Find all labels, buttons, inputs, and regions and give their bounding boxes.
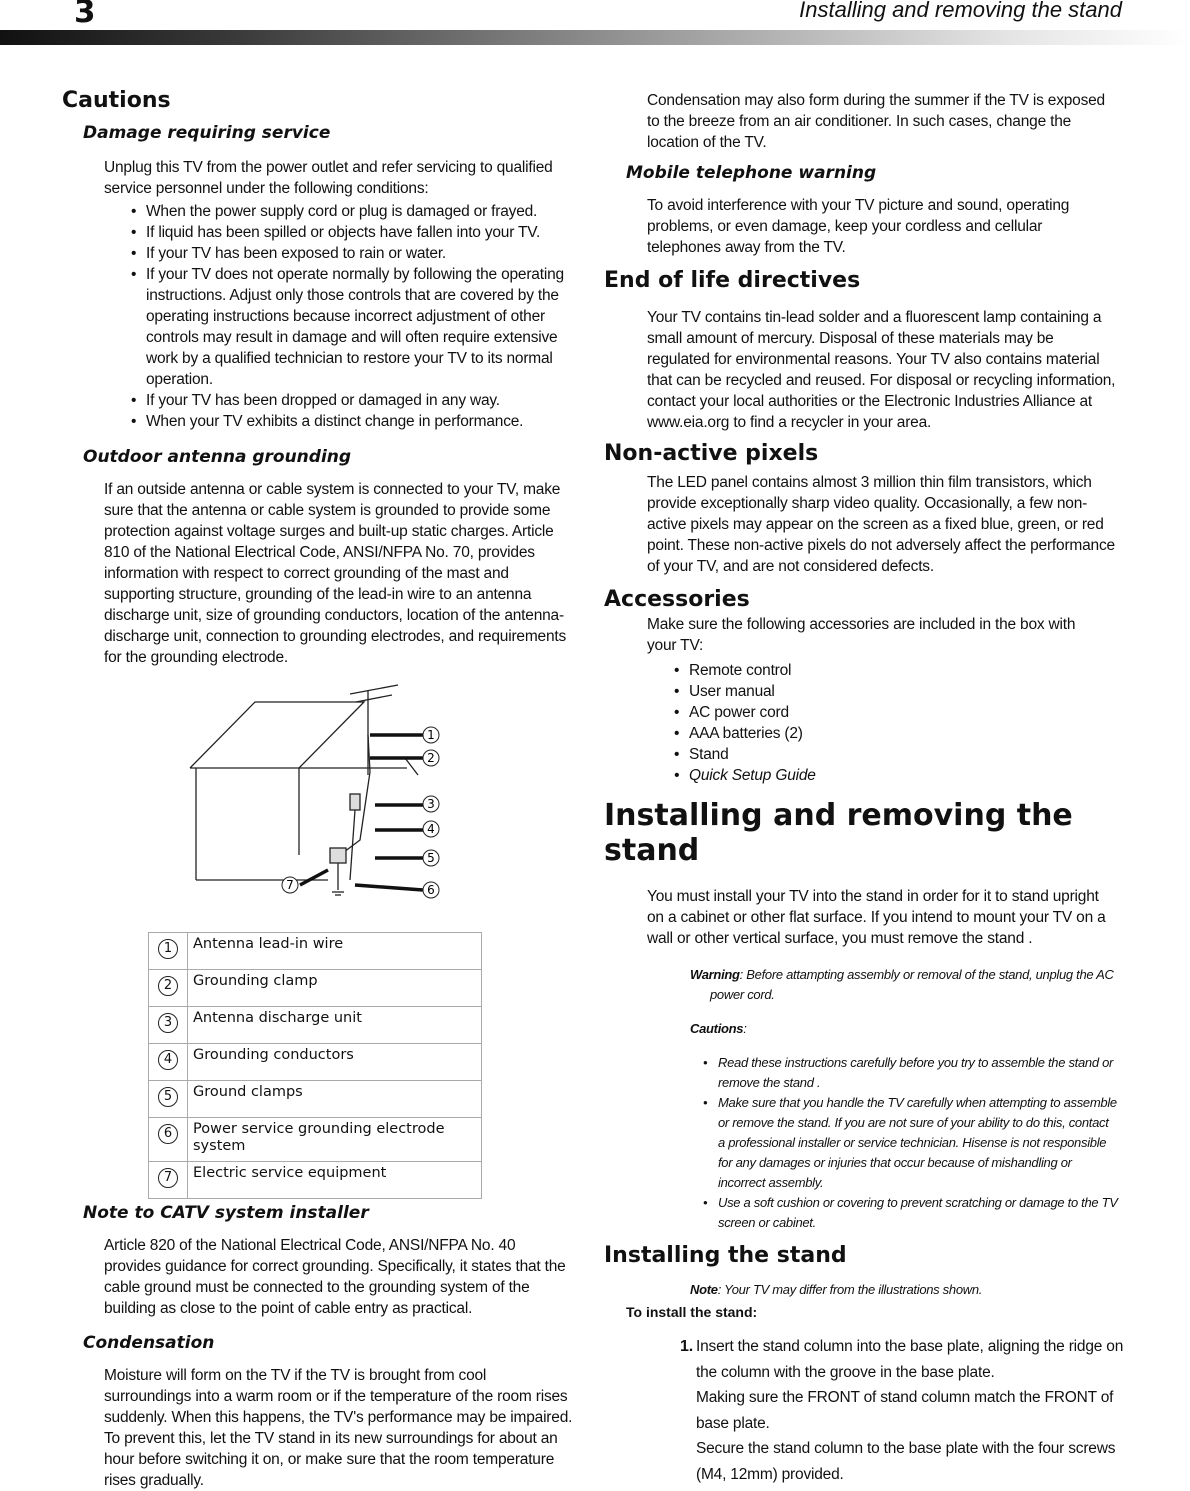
caution-list xyxy=(698,1053,1118,1233)
table-row xyxy=(149,1081,482,1118)
cautions-heading: Cautions xyxy=(62,88,171,113)
left-column xyxy=(62,88,577,668)
outdoor-text: If an outside antenna or cable system is connected to your TV, make sure that the antenna or cable system is grounded to provide some protection against voltage surges and built-up static charges. Article 810 of the National Electrical Code, ANSI/NFPA No. 70, provides information with respect to correct grounding of the mast and supporting structure, grounding of the lead-in wire to an antenna discharge unit, size of grounding conductors, location of the antenna-discharge unit, connection to grounding electrodes, and requirements for the grounding electrode. xyxy=(104,481,567,666)
end-of-life-heading: End of life directives xyxy=(604,268,861,293)
callout-3: 3 xyxy=(427,797,435,811)
step-text-2: Making sure the FRONT of stand column match the FRONT of base plate. xyxy=(696,1389,1114,1432)
list-item: • Quick Setup Guide xyxy=(669,765,1124,786)
legend-number: 1 xyxy=(158,939,178,959)
list-item: • Read these instructions carefully before you try to assemble the stand or remove the stand . xyxy=(698,1053,1118,1093)
callout-4: 4 xyxy=(427,822,435,836)
step-number: 1. xyxy=(680,1338,693,1355)
accessories-intro: Make sure the following accessories are included in the box with your TV: xyxy=(647,616,1076,654)
mobile-heading: Mobile telephone warning xyxy=(626,163,877,183)
callout-2: 2 xyxy=(427,751,435,765)
list-item: • When your TV exhibits a distinct change in performance. xyxy=(126,411,566,432)
install-remove-heading: Installing and removing the stand xyxy=(604,798,1073,868)
legend-number: 6 xyxy=(158,1124,178,1144)
non-active-heading: Non-active pixels xyxy=(604,441,819,466)
left-column-lower xyxy=(62,1203,577,1491)
legend-label: Power service grounding electrode system xyxy=(188,1118,482,1162)
diagram-legend-table xyxy=(148,932,482,1199)
outdoor-heading: Outdoor antenna grounding xyxy=(83,447,352,467)
legend-number: 4 xyxy=(158,1050,178,1070)
list-item: • If your TV has been dropped or damaged in any way. xyxy=(126,390,566,411)
install-step-1 xyxy=(680,1334,1126,1487)
list-item: • AC power cord xyxy=(669,702,1124,723)
catv-text: Article 820 of the National Electrical Code, ANSI/NFPA No. 40 provides guidance for correct grounding. Specifically, it states that the cable ground must be connected to the grounding system of the building as close to the point of cable entry as practical. xyxy=(104,1237,566,1317)
condensation-text: Moisture will form on the TV if the TV is brought from cool surroundings into a warm room or if the temperature of the room rises suddenly. When this happens, the TV's performance may be impaired. To prevent this, let the TV stand in its new surroundings for about an hour before switching it on, or make sure that the room temperature rises gradually. xyxy=(104,1367,573,1489)
warning-note xyxy=(690,965,1130,1005)
mobile-text: To avoid interference with your TV picture and sound, operating problems, or even damage, keep your cordless and cellular telephones away from the TV. xyxy=(647,197,1070,256)
table-row xyxy=(149,1162,482,1199)
callout-1: 1 xyxy=(427,728,435,742)
warning-text: : Before attampting assembly or removal of the stand, unplug the AC power cord. xyxy=(710,967,1114,1002)
legend-number: 7 xyxy=(158,1168,178,1188)
list-item: • Stand xyxy=(669,744,1124,765)
install-subheading: To install the stand: xyxy=(626,1304,758,1320)
callout-5: 5 xyxy=(427,851,435,865)
list-item: • If your TV does not operate normally by following the operating instructions. Adjust only those controls that are covered by the operating instructions because incorrect adjustment of other controls may result in damage and will often require extensive work by a qualified technician to restore your TV to its normal operation. xyxy=(126,264,566,390)
table-row xyxy=(149,1007,482,1044)
cautions-label-line xyxy=(690,1019,1124,1039)
end-of-life-text: Your TV contains tin-lead solder and a fluorescent lamp containing a small amount of mercury. Disposal of these materials may be regulated for environmental reasons. Your TV also contains material that can be recycled and reused. For disposal or recycling information, contact your local authorities or the Electronic Industries Alliance at www.eia.org to find a recycler in your area. xyxy=(647,309,1116,431)
legend-label: Antenna discharge unit xyxy=(188,1007,482,1044)
legend-label: Grounding clamp xyxy=(188,970,482,1007)
install-remove-text: You must install your TV into the stand in order for it to stand upright on a cabinet or other flat surface. If you intend to mount your TV on a wall or other vertical surface, you must remove the stand . xyxy=(647,888,1106,947)
page-number: 3 xyxy=(74,0,96,30)
list-item: • If your TV has been exposed to rain or water. xyxy=(126,243,566,264)
list-item: • Use a soft cushion or covering to prevent scratching or damage to the TV screen or cabinet. xyxy=(698,1193,1118,1233)
right-column xyxy=(604,90,1124,1487)
note-text: : Your TV may differ from the illustrations shown. xyxy=(717,1282,983,1297)
legend-label: Antenna lead-in wire xyxy=(188,933,482,970)
cautions-colon: : xyxy=(743,1021,747,1036)
list-item: • AAA batteries (2) xyxy=(669,723,1124,744)
table-row xyxy=(149,1044,482,1081)
installing-note xyxy=(690,1280,1124,1300)
cautions-label: Cautions xyxy=(690,1021,744,1036)
list-item: • User manual xyxy=(669,681,1124,702)
accessories-heading: Accessories xyxy=(604,587,750,612)
warning-label: Warning xyxy=(690,967,740,982)
damage-intro: Unplug this TV from the power outlet and refer servicing to qualified service personnel under the following conditions: xyxy=(104,159,553,197)
damage-heading: Damage requiring service xyxy=(83,123,331,143)
list-item: • If liquid has been spilled or objects have fallen into your TV. xyxy=(126,222,566,243)
step-text: Insert the stand column into the base plate, aligning the ridge on the column with the groove in the base plate. xyxy=(696,1338,1124,1381)
damage-list xyxy=(126,201,566,432)
table-row xyxy=(149,933,482,970)
list-item: • When the power supply cord or plug is damaged or frayed. xyxy=(126,201,566,222)
legend-number: 3 xyxy=(158,1013,178,1033)
condensation-text-2: Condensation may also form during the summer if the TV is exposed to the breeze from an air conditioner. In such cases, change the location of the TV. xyxy=(647,92,1105,151)
condensation-heading: Condensation xyxy=(83,1333,215,1353)
legend-label: Electric service equipment xyxy=(188,1162,482,1199)
accessories-list xyxy=(669,660,1124,786)
list-item: • Remote control xyxy=(669,660,1124,681)
legend-label: Ground clamps xyxy=(188,1081,482,1118)
note-label: Note xyxy=(690,1282,718,1297)
installing-heading: Installing the stand xyxy=(604,1243,847,1268)
table-row xyxy=(149,970,482,1007)
antenna-grounding-diagram xyxy=(180,680,450,902)
running-header: Installing and removing the stand xyxy=(799,0,1122,22)
legend-number: 2 xyxy=(158,976,178,996)
callout-7: 7 xyxy=(286,878,294,892)
header-rule xyxy=(0,30,1190,45)
legend-label: Grounding conductors xyxy=(188,1044,482,1081)
step-text-3: Secure the stand column to the base plate with the four screws (M4, 12mm) provided. xyxy=(696,1440,1116,1483)
legend-number: 5 xyxy=(158,1087,178,1107)
catv-heading: Note to CATV system installer xyxy=(83,1203,369,1223)
table-row xyxy=(149,1118,482,1162)
callout-6: 6 xyxy=(427,883,435,897)
list-item: • Make sure that you handle the TV carefully when attempting to assemble or remove the stand. If you are not sure of your ability to do this, contact a professional installer or service technician. Hisense is not responsible for any damages or injuries that occur because of mishandling or incorrect assembly. xyxy=(698,1093,1118,1193)
non-active-text: The LED panel contains almost 3 million thin film transistors, which provide exceptionally sharp video quality. Occasionally, a few non-active pixels may appear on the screen as a fixed blue, green, or red point. These non-active pixels do not adversely affect the performance of your TV, and are not considered defects. xyxy=(647,474,1115,575)
